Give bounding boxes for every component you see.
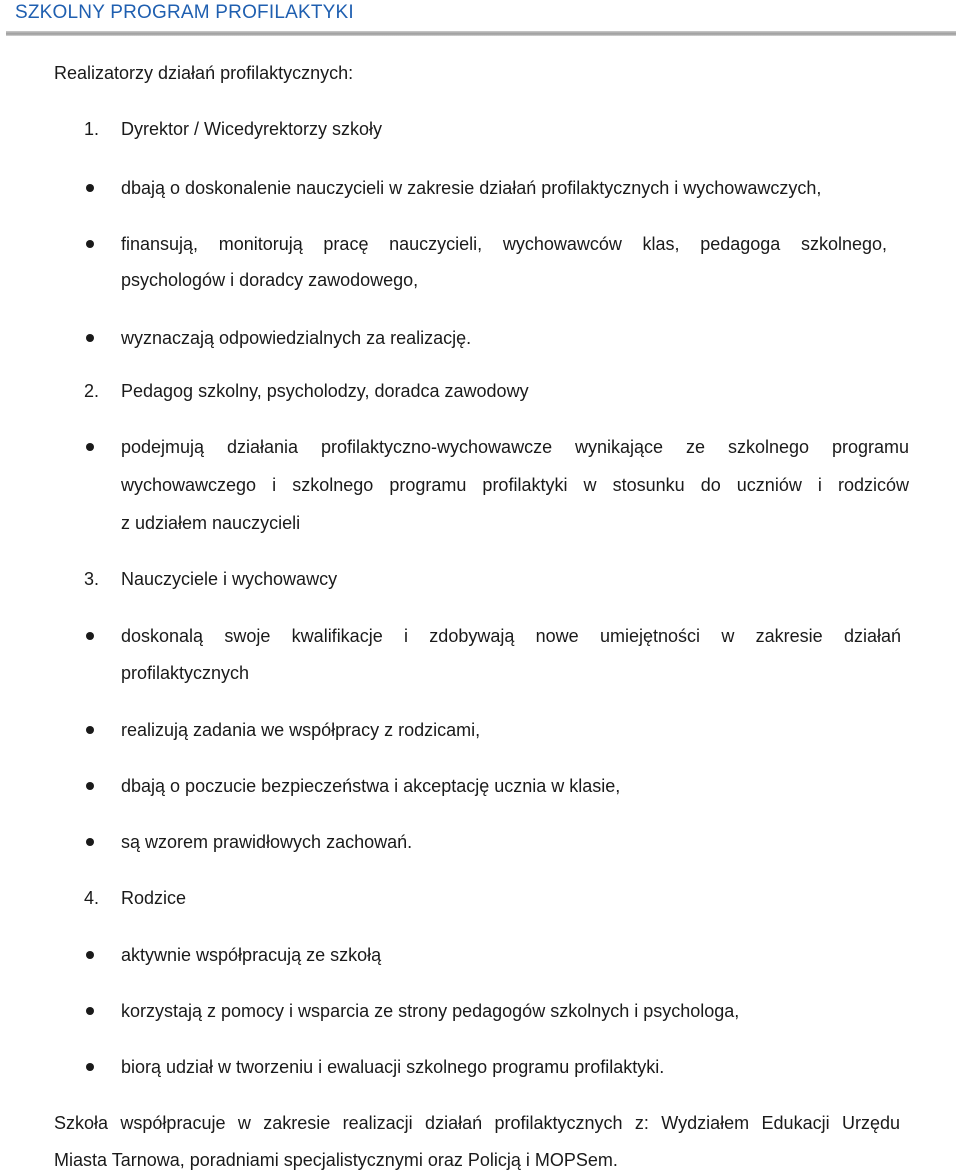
list-item-continuation: z udziałem nauczycieli: [121, 513, 301, 533]
list-item: aktywnie współpracują ze szkołą: [121, 945, 382, 965]
list-item: są wzorem prawidłowych zachowań.: [121, 832, 413, 852]
section-4-heading: Rodzice: [121, 888, 187, 908]
document-header: [0, 0, 960, 40]
list-item: dbają o poczucie bezpieczeństwa i akceptację ucznia w klasie,: [121, 776, 621, 796]
bullet-icon: [86, 632, 94, 640]
intro-text: Realizatorzy działań profilaktycznych:: [54, 63, 354, 83]
bullet-icon: [86, 443, 94, 451]
list-item: podejmują działania profilaktyczno-wychowawcze wynikające ze szkolnego programu: [121, 437, 909, 457]
list-item: biorą udział w tworzeniu i ewaluacji szkolnego programu profilaktyki.: [121, 1057, 665, 1077]
closing-paragraph-line-2: Miasta Tarnowa, poradniami specjalistycznymi oraz Policją i MOPSem.: [54, 1150, 618, 1170]
section-3-heading: Nauczyciele i wychowawcy: [121, 569, 338, 589]
list-item: realizują zadania we współpracy z rodzicami,: [121, 720, 481, 740]
list-item: dbają o doskonalenie nauczycieli w zakresie działań profilaktycznych i wychowawczych,: [121, 178, 822, 198]
closing-paragraph-line-1: Szkoła współpracuje w zakresie realizacji działań profilaktycznych z: Wydziałem Edukacji Urzędu: [54, 1113, 900, 1133]
bullet-icon: [86, 1007, 94, 1015]
section-2-number: 2.: [84, 381, 100, 401]
list-item: wyznaczają odpowiedzialnych za realizację.: [121, 328, 472, 348]
section-4-number: 4.: [84, 888, 100, 908]
list-item-continuation: psychologów i doradcy zawodowego,: [121, 270, 419, 290]
header-divider: [6, 31, 956, 36]
bullet-icon: [86, 726, 94, 734]
bullet-icon: [86, 951, 94, 959]
list-item-continuation: wychowawczego i szkolnego programu profilaktyki w stosunku do uczniów i rodziców: [121, 475, 909, 495]
list-item: korzystają z pomocy i wsparcia ze strony pedagogów szkolnych i psychologa,: [121, 1001, 740, 1021]
list-item: finansują, monitorują pracę nauczycieli, wychowawców klas, pedagoga szkolnego,: [121, 234, 887, 254]
document-title: SZKOLNY PROGRAM PROFILAKTYKI: [15, 2, 354, 23]
section-1-heading: Dyrektor / Wicedyrektorzy szkoły: [121, 119, 383, 139]
bullet-icon: [86, 838, 94, 846]
section-1-number: 1.: [84, 119, 100, 139]
bullet-icon: [86, 184, 94, 192]
list-item: doskonalą swoje kwalifikacje i zdobywają nowe umiejętności w zakresie działań: [121, 626, 901, 646]
bullet-icon: [86, 240, 94, 248]
list-item-continuation: profilaktycznych: [121, 663, 250, 683]
section-3-number: 3.: [84, 569, 100, 589]
section-2-heading: Pedagog szkolny, psycholodzy, doradca zawodowy: [121, 381, 529, 401]
bullet-icon: [86, 334, 94, 342]
bullet-icon: [86, 782, 94, 790]
bullet-icon: [86, 1063, 94, 1071]
